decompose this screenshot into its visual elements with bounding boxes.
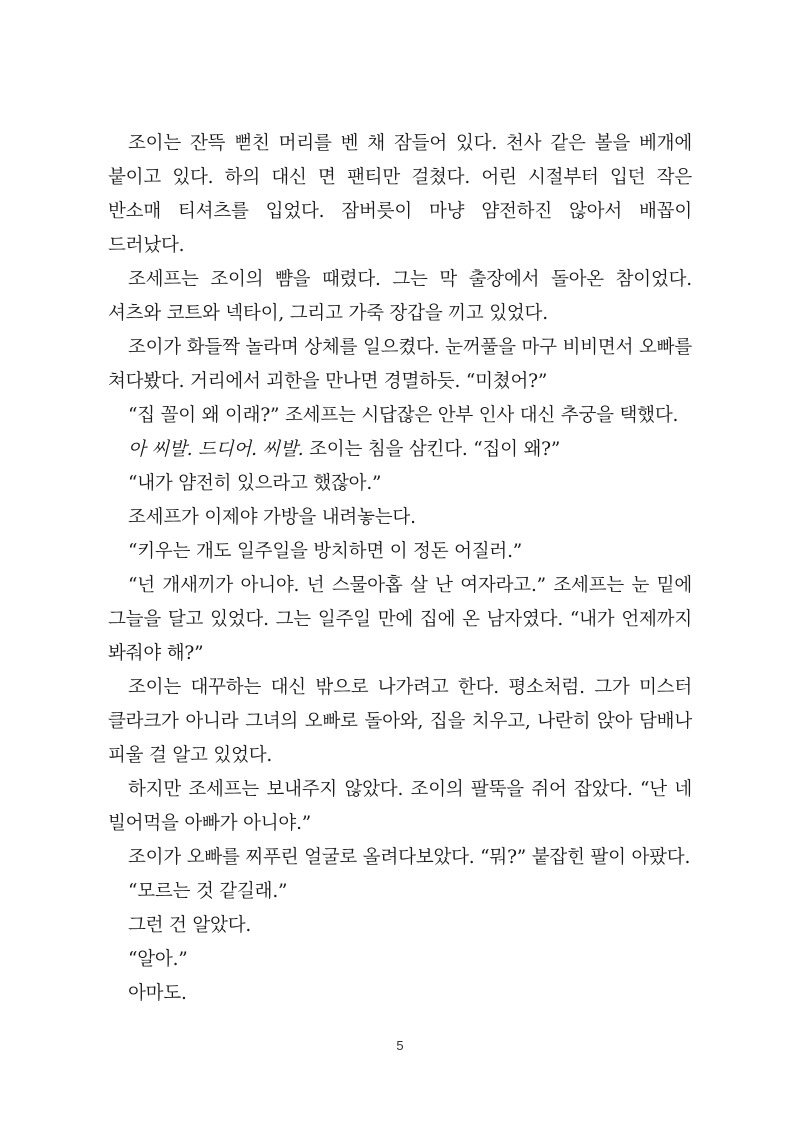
- paragraph-3: 조이가 화들짝 놀라며 상체를 일으켰다. 눈꺼풀을 마구 비비면서 오빠를 쳐다봤다. 거리에서 괴한을 만나면 경멸하듯. “미쳤어?”: [108, 337, 692, 392]
- paragraph-7: 조세프가 이제야 가방을 내려놓는다.: [128, 507, 416, 528]
- italic-thought: 아 씨발. 드디어. 씨발.: [128, 439, 304, 460]
- paragraph-13: “모르는 것 같길래.”: [128, 881, 288, 902]
- paragraph-9: “넌 개새끼가 아니야. 넌 스물아홉 살 난 여자라고.” 조세프는 눈 밑에 그늘을 달고 있었다. 그는 일주일 만에 집에 온 남자였다. “내가 언제까지 봐줘야 해?”: [108, 575, 692, 664]
- paragraph-1: 조이는 잔뜩 뻗친 머리를 벤 채 잠들어 있다. 천사 같은 볼을 베개에 붙이고 있다. 하의 대신 면 팬티만 걸쳤다. 어린 시절부터 입던 작은 반소매 티셔츠를 입었다. 잠버릇이 마냥 얌전하진 않아서 배꼽이 드러났다.: [108, 133, 692, 256]
- paragraph-16: 아마도.: [128, 983, 187, 1004]
- paragraph-10: 조이는 대꾸하는 대신 밖으로 나가려고 한다. 평소처럼. 그가 미스터 클라크가 아니라 그녀의 오빠로 돌아와, 집을 치우고, 나란히 앉아 담배나 피울 걸 알고 있었다.: [108, 677, 692, 766]
- page-body: [108, 127, 692, 1011]
- paragraph-8: “키우는 개도 일주일을 방치하면 이 정돈 어질러.”: [128, 541, 523, 562]
- paragraph-4: “집 꼴이 왜 이래?” 조세프는 시답잖은 안부 인사 대신 추궁을 택했다.: [128, 405, 679, 426]
- paragraph-2: 조세프는 조이의 뺨을 때렸다. 그는 막 출장에서 돌아온 참이었다. 셔츠와 코트와 넥타이, 그리고 가죽 장갑을 끼고 있었다.: [108, 269, 692, 324]
- paragraph-12: 조이가 오빠를 찌푸린 얼굴로 올려다보았다. “뭐?” 붙잡힌 팔이 아팠다.: [128, 847, 691, 868]
- paragraph-14: 그런 건 알았다.: [128, 915, 252, 936]
- paragraph-5-text: 조이는 침을 삼킨다. “집이 왜?”: [303, 439, 561, 460]
- page-number: 5: [396, 1038, 404, 1053]
- paragraph-15: “알아.”: [128, 949, 188, 970]
- paragraph-6: “내가 얌전히 있으라고 했잖아.”: [128, 473, 382, 494]
- paragraph-11: 하지만 조세프는 보내주지 않았다. 조이의 팔뚝을 쥐어 잡았다. “난 네 빌어먹을 아빠가 아니야.”: [108, 779, 692, 834]
- paragraph-5: [108, 433, 692, 467]
